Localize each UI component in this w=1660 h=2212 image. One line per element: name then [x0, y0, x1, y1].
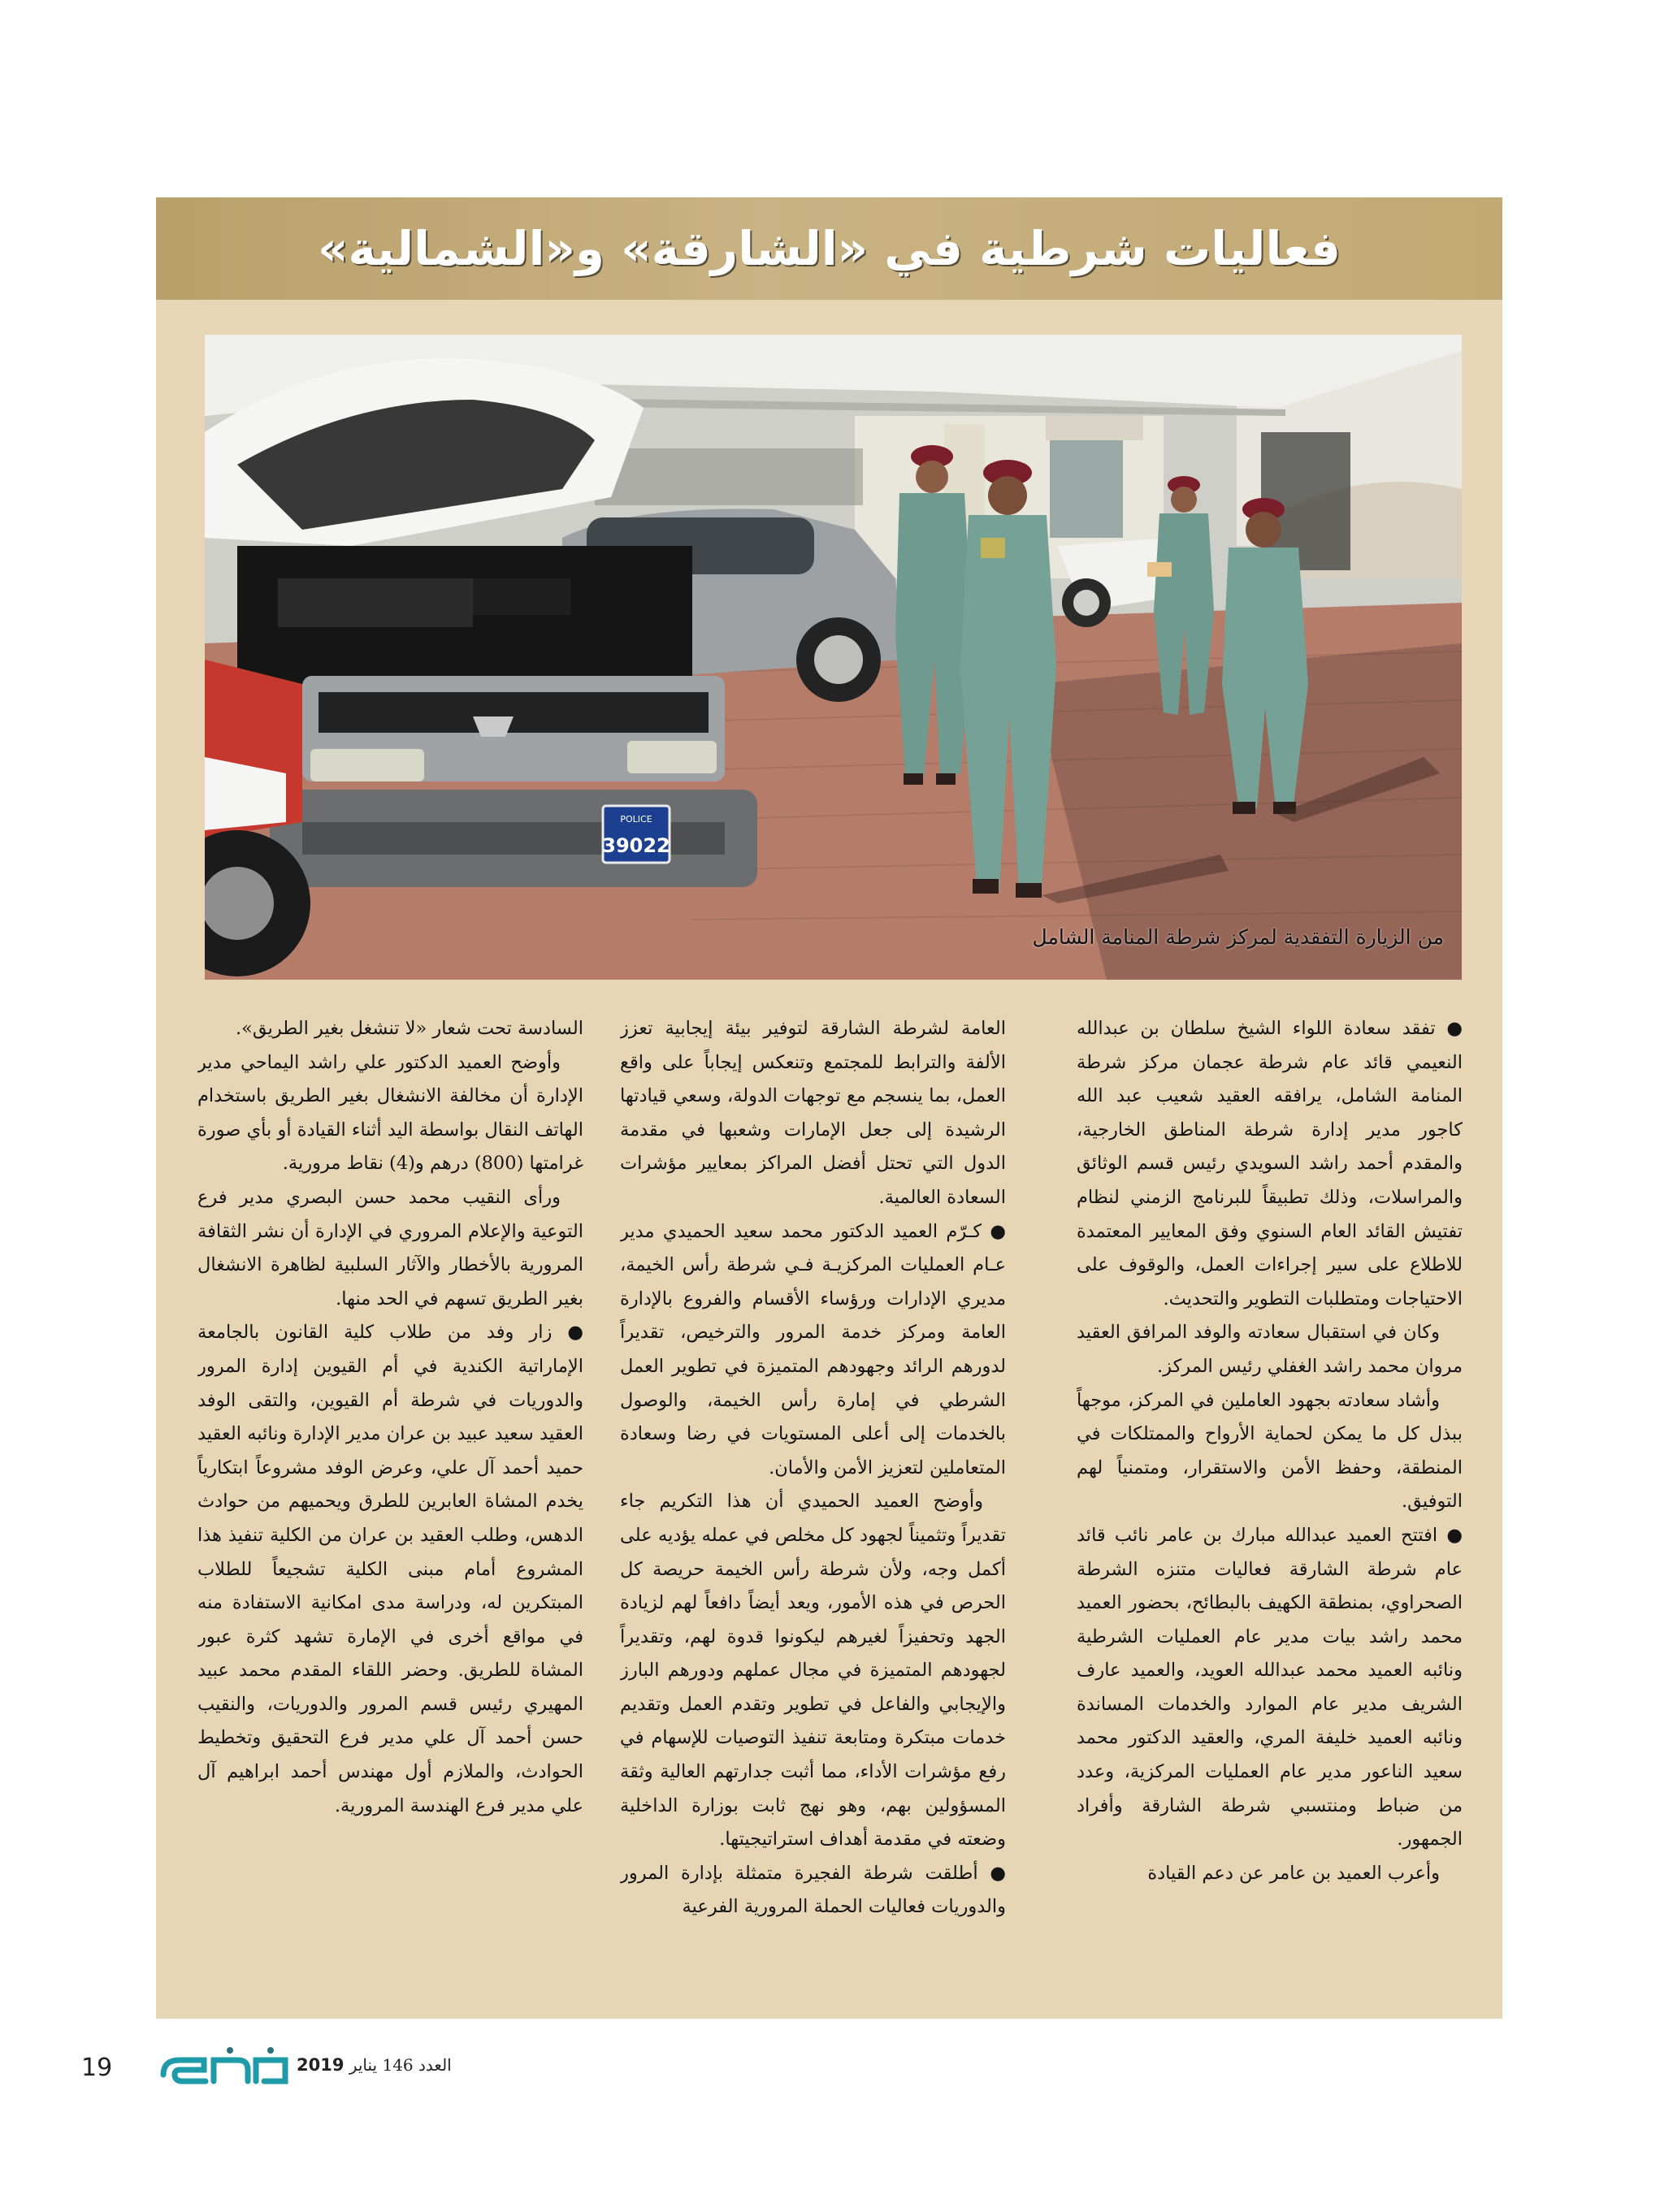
article-column-right — [1077, 1012, 1463, 2003]
paragraph: وأشاد سعادته بجهود العاملين في المركز، موجهاً ببذل كل ما يمكن لحماية الأرواح والممتلكات في المنطقة، وحفظ الأمن والاستقرار، ومتمنياً لهم التوفيق. — [1077, 1389, 1463, 1513]
magazine-logo-icon — [157, 2042, 291, 2093]
article-column-left — [197, 1012, 583, 2003]
issue-year: 2019 — [297, 2055, 345, 2075]
page-number: 19 — [81, 2054, 113, 2082]
issue-label: العدد — [418, 2055, 452, 2075]
paragraph: السادسة تحت شعار «لا تنشغل بغير الطريق». — [235, 1018, 583, 1039]
article-title: فعاليات شرطية في «الشارقة» و«الشمالية» — [318, 221, 1341, 276]
paragraph: ● أطلقت شرطة الفجيرة متمثلة بإدارة المرور والدوريات فعاليات الحملة المرورية الفرعية — [620, 1862, 1006, 1918]
plate-number-text: 39022 — [602, 834, 670, 857]
issue-month: يناير — [349, 2055, 378, 2075]
paragraph: ● زار وفد من طلاب كلية القانون بالجامعة الإماراتية الكندية في أم القيوين إدارة المرور والدوريات في شرطة أم القيوين، والتقى الوفد العقيد سعيد عبيد بن عران مدير الإدارة ونائبه العقيد حميد أحمد آل علي، وعرض الوفد مشروعاً ابتكارياً يخدم المشاة العابرين للطرق ويحميهم من حوادث الدهس، وطلب العقيد بن عران من الكلية تنفيذ هذا المشروع أمام مبنى الكلية تشجيعاً للطلاب المبتكرين له، ودراسة مدى امكانية الاستفادة منه في مواقع أخرى في الإمارة تشهد كثرة عبور المشاة للطريق. وحضر اللقاء المقدم محمد عبيد المهيري رئيس قسم المرور والدوريات، والنقيب حسن أحمد آل علي مدير فرع التحقيق وتخطيط الحوادث، والملازم أول مهندس أحمد ابراهيم آل علي مدير فرع الهندسة المرورية. — [197, 1322, 583, 1816]
article-photo — [205, 335, 1462, 980]
paragraph: ورأى النقيب محمد حسن البصري مدير فرع التوعية والإعلام المروري في الإدارة أن نشر الثقافة المرورية بالأخطار والآثار السلبية لظاهرة الانشغال بغير الطريق تسهم في الحد منها. — [197, 1186, 583, 1309]
paragraph: ● تفقد سعادة اللواء الشيخ سلطان بن عبدالله النعيمي قائد عام شرطة عجمان مركز شرطة المنامة الشامل، يرافقه العقيد شعيب عبد الله كاجور مدير إدارة شرطة المناطق الخارجية، والمقدم أحمد راشد السويدي رئيس قسم الوثائق والمراسلات، وذلك تطبيقاً للبرنامج الزمني لنظام تفتيش القائد العام السنوي وفق المعايير المعتمدة للاطلاع على سير إجراءات العمل، والوقوف على الاحتياجات ومتطلبات التطوير والتحديث. — [1077, 1018, 1463, 1309]
paragraph: وكان في استقبال سعادته والوفد المرافق العقيد مروان محمد راشد الغفلي رئيس المركز. — [1077, 1322, 1463, 1377]
article-column-middle — [620, 1012, 1006, 2003]
paragraph: وأعرب العميد بن عامر عن دعم القيادة — [1147, 1862, 1440, 1884]
paragraph: ● افتتح العميد عبدالله مبارك بن عامر نائب قائد عام شرطة الشارقة فعاليات متنزه الشرطة الصحراوي، بمنطقة الكهيف بالبطائح، بحضور العميد محمد راشد بيات مدير عام العمليات الشرطية ونائبه العميد محمد عبدالله العويد، والعميد عارف الشريف مدير عام الموارد والخدمات المساندة ونائبه العميد خليفة المري، والعقيد الدكتور محمد سعيد الناعور مدير عام العمليات المركزية، وعدد من ضباط ومنتسبي شرطة الشارقة وأفراد الجمهور. — [1077, 1524, 1463, 1851]
article-title-bar — [156, 197, 1502, 300]
paragraph: وأوضح العميد الحميدي أن هذا التكريم جاء تقديراً وتثميناً لجهود كل مخلص في عمله يؤديه على أكمل وجه، ولأن شرطة رأس الخيمة حريصة كل الحرص في هذه الأمور، ويعد أيضاً دافعاً لهم لزيادة الجهد وتحفيزاً لغيرهم ليكونوا قدوة لهم، وتقديراً لجهودهم المتميزة في مجال عملهم ودورهم البارز والإيجابي والفاعل في تطوير وتقدم العمل وتقديم خدمات مبتكرة ومتابعة تنفيذ التوصيات للإسهام في رفع مؤشرات الأداء، مما أثبت جدارتهم العالية وثقة المسؤولين بهم، وهو نهج ثابت بوزارة الداخلية وضعته في مقدمة أهداف استراتيجيتها. — [620, 1491, 1006, 1851]
photo-caption: من الزيارة التفقدية لمركز شرطة المنامة الشامل — [1032, 925, 1444, 949]
paragraph: وأوضح العميد الدكتور علي راشد اليماحي مدير الإدارة أن مخالفة الانشغال بغير الطريق باستخدام الهاتف النقال بواسطة اليد أثناء القيادة أو بأي صورة غرامتها (800) درهم و(4) نقاط مرورية. — [197, 1051, 583, 1175]
paragraph: ● كـرّم العميد الدكتور محمد سعيد الحميدي مدير عـام العمليات المركزيـة فـي شرطة رأس الخيمة، مديري الإدارات ورؤساء الأقسام والفروع بالإدارة العامة ومركز خدمة المرور والترخيص، تقديراً لدورهم الرائد وجهودهم المتميزة في تطوير العمل الشرطي في إمارة رأس الخيمة، والوصول بالخدمات إلى أعلى المستويات في رضا وسعادة المتعاملين لتعزيز الأمن والأمان. — [620, 1220, 1006, 1478]
issue-number: 146 — [382, 2055, 414, 2075]
plate-top-text: POLICE — [620, 814, 652, 825]
paragraph: العامة لشرطة الشارقة لتوفير بيئة إيجابية تعزز الألفة والترابط للمجتمع وتنعكس إيجاباً على واقع العمل، بما ينسجم مع توجهات الدولة، وسعي قيادتها الرشيدة إلى جعل الإمارات وشعبها في مقدمة الدول التي تحتل أفضل المراكز بمعايير مؤشرات السعادة العالمية. — [620, 1018, 1006, 1208]
issue-info — [297, 2055, 452, 2075]
